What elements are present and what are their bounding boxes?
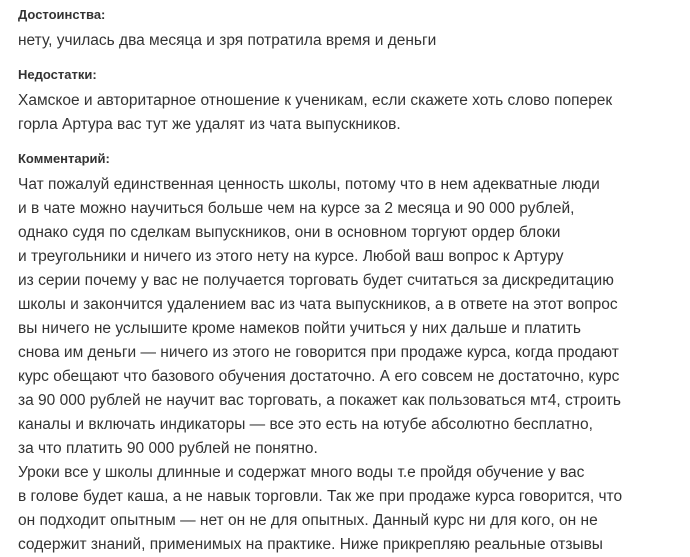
cons-line: Хамское и авторитарное отношение к ученикам, если скажете хоть слово поперек: [18, 92, 613, 109]
comment-line: за что платить 90 000 рублей не понятно.: [18, 440, 318, 457]
comment-heading: Комментарий:: [18, 151, 110, 166]
comment-line: школы и закончится удалением вас из чата выпускников, а в ответе на этот вопрос: [18, 296, 618, 313]
pros-line: нету, училась два месяца и зря потратила время и деньги: [18, 32, 437, 49]
comment-line: из серии почему у вас не получается торговать будет считаться за дискредитацию: [18, 272, 614, 289]
comment-line: Чат пожалуй единственная ценность школы, потому что в нем адекватные люди: [18, 176, 600, 193]
comment-line: и треугольники и ничего из этого нету на курсе. Любой ваш вопрос к Артуру: [18, 248, 564, 265]
comment-line: однако судя по сделкам выпускников, они в основном торгуют ордер блоки: [18, 224, 561, 241]
comment-line: Уроки все у школы длинные и содержат много воды т.е пройдя обучение у вас: [18, 464, 585, 481]
comment-line: он подходит опытным — нет он не для опытных. Данный курс ни для кого, он не: [18, 512, 598, 529]
comment-line: содержит знаний, применимых на практике. Ниже прикрепляю реальные отзывы: [18, 536, 603, 553]
cons-line: горла Артура вас тут же удалят из чата выпускников.: [18, 116, 401, 133]
comment-line: и в чате можно научиться больше чем на курсе за 2 месяца и 90 000 рублей,: [18, 200, 575, 217]
cons-text: [18, 89, 612, 137]
comment-line: каналы и включать индикаторы — все это есть на ютубе абсолютно бесплатно,: [18, 416, 593, 433]
comment-line: в голове будет каша, а не навык торговли. Так же при продаже курса говорится, что: [18, 488, 623, 505]
comment-line: курс обещают что базового обучения достаточно. А его совсем не достаточно, курс: [18, 368, 620, 385]
comment-line: за 90 000 рублей не научит вас торговать, а покажет как пользоваться мт4, строить: [18, 392, 621, 409]
comment-line: снова им деньги — ничего из этого не говорится при продаже курса, когда продают: [18, 344, 619, 361]
cons-heading: Недостатки:: [18, 67, 97, 82]
comment-line: вы ничего не услышите кроме намеков пойти учиться у них дальше и платить: [18, 320, 581, 337]
pros-heading: Достоинства:: [18, 7, 106, 22]
comment-text: [18, 173, 622, 557]
pros-text: [18, 29, 436, 53]
